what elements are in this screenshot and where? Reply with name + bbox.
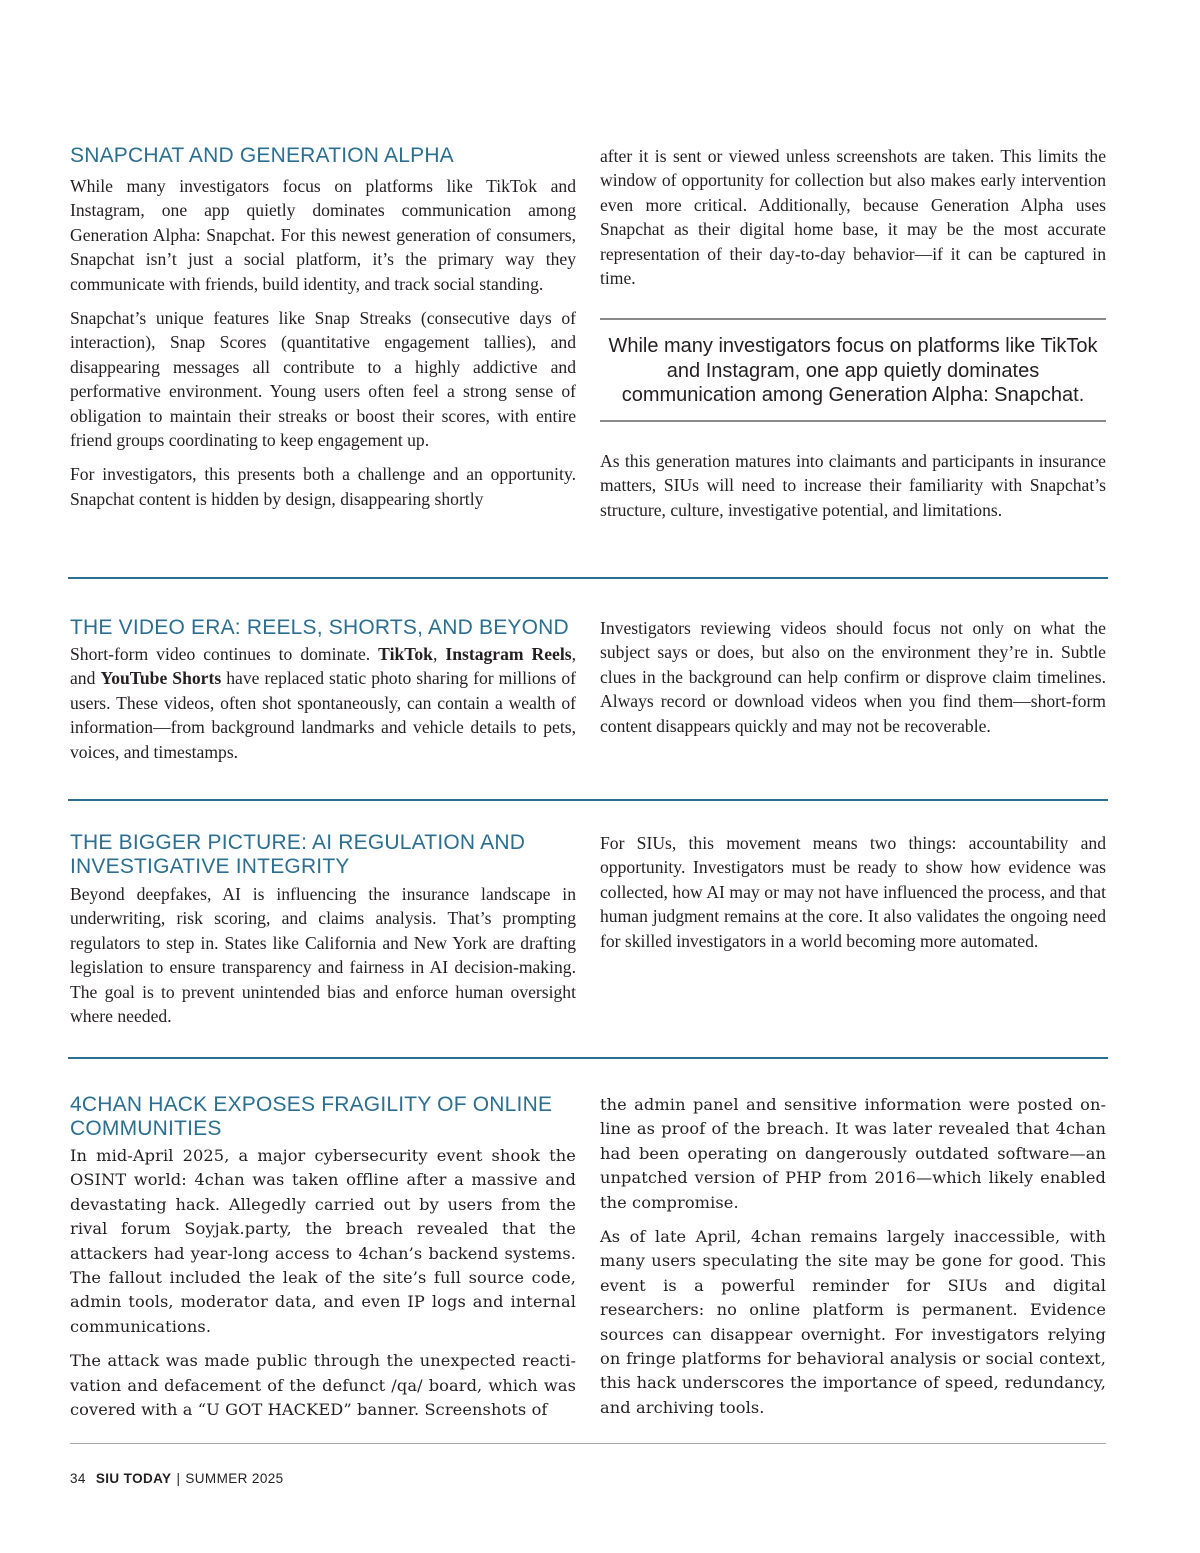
section-video-era xyxy=(70,616,1106,776)
paragraph: Beyond deepfakes, AI is influencing the insurance landscape in underwriting, risk scoring, and claims analysis. That’s prompting regulators to step in. States like California and New York are drafting legislation to ensure transparency and fairness in AI decision-making. The goal is to prevent unintended bias and enforce human oversight where needed. xyxy=(70,884,576,1027)
paragraph: Investigators reviewing videos should focus not only on what the subject says or does, but also on the environment they’re in. Subtle clues in the background can help confirm or disprove claim timelines. Always record or download videos when you find them—short-form content disappears quickly and may not be recoverable. xyxy=(600,618,1106,736)
paragraph: As this generation matures into claimants and participants in insurance matters, SIUs will need to increase their familiarity with Snapchat’s structure, culture, investigative potential, and limitations. xyxy=(600,451,1106,520)
platform-name: Instagram Reels xyxy=(445,644,572,664)
section-divider xyxy=(68,799,1108,801)
paragraph: the admin panel and sensitive information were posted online as proof of the breach. It was later revealed that 4chan had been operating on dangerously outdated software—an unpatched version of PHP from 2016—which likely enabled the compromise. xyxy=(600,1095,1106,1212)
pull-quote: While many investigators focus on platforms like TikTok and Instagram, one app quietly dominates communication among Generation Alpha: Snapchat. xyxy=(608,335,1098,406)
pull-quote-bottom-rule xyxy=(600,420,1106,422)
page-footer xyxy=(70,1471,284,1486)
paragraph: For investigators, this presents both a challenge and an opportunity. Snapchat content is hidden by design, disappearing shortly xyxy=(70,464,576,509)
section-ai-regulation xyxy=(70,831,1106,1031)
right-column-continued xyxy=(600,449,1106,522)
right-column xyxy=(600,1093,1106,1420)
paragraph: For SIUs, this movement means two things: accountability and opportunity. Investigators must be ready to show how evidence was collected, how AI may or may not have influenced the process, and that human judgment remains at the core. It also validates the ongoing need for skilled investigators in a world becoming more automated. xyxy=(600,833,1106,951)
pull-quote-top-rule xyxy=(600,318,1106,320)
left-column xyxy=(70,831,576,1028)
section-4chan-hack xyxy=(70,1093,1106,1420)
platform-name: TikTok xyxy=(378,644,433,664)
section-heading: THE BIGGER PICTURE: AI REGULATION AND INVESTIGATIVE INTEGRITY xyxy=(70,831,526,878)
text-span: , and xyxy=(70,644,576,689)
left-column xyxy=(70,616,576,764)
section-heading: 4CHAN HACK EXPOSES FRAGILITY OF ONLINE COMMUNITIES xyxy=(70,1093,553,1140)
footer-rule xyxy=(70,1443,1106,1444)
text-span: , xyxy=(432,644,446,664)
publication-name: SIU TODAY xyxy=(95,1471,172,1486)
text-span: Short-form video continues to dominate. xyxy=(70,644,379,664)
footer-separator: | xyxy=(176,1471,181,1486)
right-column xyxy=(600,144,1106,554)
paragraph: after it is sent or viewed unless screenshots are taken. This limits the window of opportunity for collection but also makes early intervention even more critical. Additionally, because Generation Alpha uses Snapchat as their digital home base, it may be the most accurate representation of their day-to-day behavior—if it can be captured in time. xyxy=(600,146,1106,289)
section-heading: THE VIDEO ERA: REELS, SHORTS, AND BEYOND xyxy=(70,616,569,639)
platform-name: YouTube Shorts xyxy=(100,668,222,689)
page-number: 34 xyxy=(70,1471,86,1486)
issue-label: SUMMER 2025 xyxy=(185,1471,284,1486)
paragraph: Snapchat’s unique features like Snap Streaks (consecutive days of interaction), Snap Scores (quantitative engagement tallies), and disappearing messages all contribute to a highly addictive and performative environment. Young users often feel a strong sense of obligation to maintain their streaks or boost their scores, with entire friend groups coordinating to keep engagement up. xyxy=(70,308,576,451)
left-column xyxy=(70,1093,576,1422)
paragraph: The attack was made public through the unexpected reactivation and defacement of the defunct /qa/ board, which was covered with a “U GOT HACKED” banner. Screenshots of xyxy=(70,1351,576,1420)
paragraph: In mid-April 2025, a major cybersecurity event shook the OSINT world: 4chan was taken offline after a massive and devastating hack. Allegedly carried out by users from the rival forum Soyjak.party, the breach revealed that the attackers had year-long access to 4chan’s backend systems. The fallout included the leak of the site’s full source code, admin tools, moderator data, and even IP logs and internal communications. xyxy=(70,1146,576,1336)
section-divider xyxy=(68,577,1108,579)
section-heading: SNAPCHAT AND GENERATION ALPHA xyxy=(70,144,454,167)
right-column xyxy=(600,831,1106,953)
paragraph: While many investigators focus on platforms like TikTok and Instagram, one app quietly dominates communication among Generation Alpha: Snapchat. For this newest generation of consumers, Snapchat isn’t just a social platform, it’s the primary way they communicate with friends, build identity, and track social standing. xyxy=(70,176,576,294)
paragraph xyxy=(70,642,576,764)
paragraph: As of late April, 4chan remains largely inaccessible, with many users speculating the site may be gone for good. This event is a powerful reminder for SIUs and digital researchers: no online platform is permanent. Evidence sources can disappear overnight. For investigators relying on fringe platforms for behavioral analysis or social context, this hack underscores the importance of speed, redundancy, and archiving tools. xyxy=(600,1227,1106,1417)
left-column xyxy=(70,144,576,511)
section-divider xyxy=(68,1057,1108,1059)
text-span: have replaced static photo sharing for millions of users. These videos, often shot spontaneously, can contain a wealth of information—from background landmarks and vehicle details to pets, voices, and timestamps. xyxy=(70,668,576,762)
section-snapchat xyxy=(70,144,1106,554)
right-column xyxy=(600,616,1106,738)
